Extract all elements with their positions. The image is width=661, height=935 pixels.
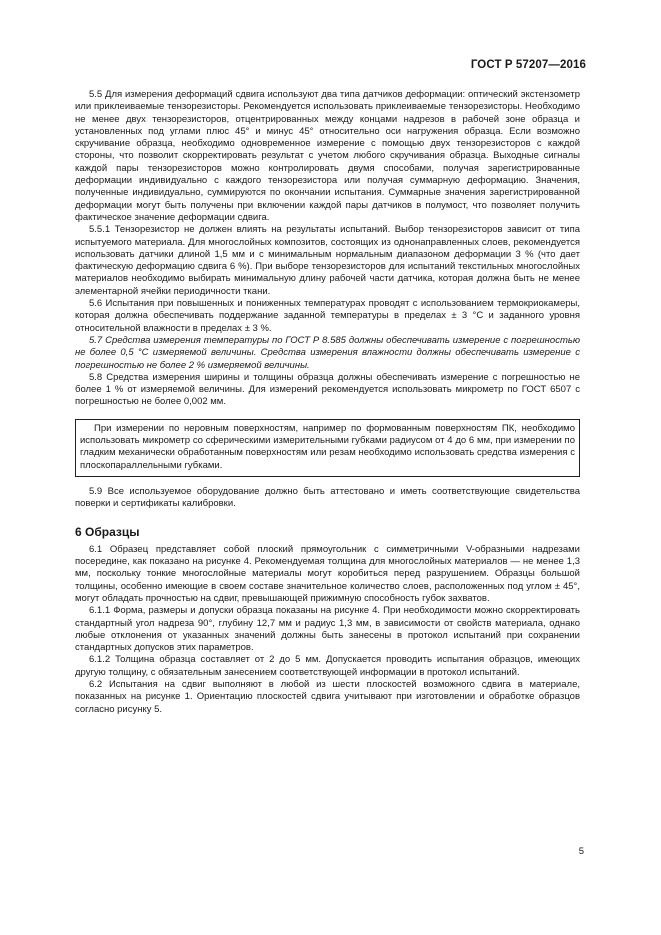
paragraph-5-9: 5.9 Все используемое оборудование должно быть аттестовано и иметь соответствующие свидетельства поверки и сертификаты калибровки.	[75, 485, 580, 510]
paragraph-6-2: 6.2 Испытания на сдвиг выполняют в любой из шести плоскостей возможного сдвига в материале, показанных на рисунке 1. Ориентацию плоскостей сдвига учитывают при изготовлении и обработке образцов согласно рисунку 5.	[75, 679, 580, 715]
paragraph-5-6: 5.6 Испытания при повышенных и пониженных температурах проводят с использованием термокриокамеры, которая должна обеспечивать поддержание заданной температуры в пределах ± 3 °С и заданного уровня относительной влажности в пределах ± 3 %.	[75, 298, 580, 334]
section-title: 6 Образцы	[75, 524, 140, 539]
document-body	[75, 88, 580, 716]
paragraph-5-5: 5.5 Для измерения деформаций сдвига используют два типа датчиков деформации: оптический экстензометр или приклеиваемые тензорезисторы. Рекомендуется использовать приклеиваемые тензорезисторы. Необходимо не менее двух тензорезисторов, отцентрированных между концами надрезов в рабочей зоне образца и установленных под углами плюс 45° и минус 45° относительно оси нагружения образца. Если возможно скручивание образца, необходимо одновременное измерение с помощью двух тензорезисторов с каждой стороны, что позволит скорректировать результат с учетом любого скручивания образца. Выходные сигналы каждой пары тензорезисторов можно контролировать двумя способами, получая зарегистрированные деформации индивидуально с каждого тензорезистора или получая суммарную деформацию. Значения, полученные индивидуально, суммируются по окончании испытания. Суммарные значения зарегистрированной деформации могут быть получены при включении каждой пары датчиков в полумост, что позволяет получить фактическое значение деформации сдвига.	[75, 89, 580, 223]
note-text: При измерении по неровным поверхностям, например по формованным поверхностям ПК, необходимо использовать микрометр со сферическими измерительными губками радиусом от 4 до 6 мм, при измерении по гладким механически обработанным поверхностям или резам необходимо использовать средства измерения с плоскопараллельными губками.	[80, 422, 575, 471]
paragraph-6-1-1: 6.1.1 Форма, размеры и допуски образца показаны на рисунке 4. При необходимости можно скорректировать стандартный угол надреза 90°, глубину 12,7 мм и радиус 1,3 мм, в зависимости от свойств материала, однако любые отклонения от указанных значений должны быть занесены в протокол испытаний при сохранении стандартных допусков этих параметров.	[75, 605, 580, 654]
paragraph-6-1: 6.1 Образец представляет собой плоский прямоугольник с симметричными V-образными надрезами посередине, как показано на рисунке 4. Рекомендуемая толщина для многослойных материалов — не менее 1,3 мм, поскольку тонкие многослойные материалы могут коробиться перед разрушением. Образцы большой толщины, особенно имеющие в своем составе значительное количество слоев, расположенных под углом ± 45°, могут обладать прочностью на сдвиг, превышающей прижимную способность губок захватов.	[75, 543, 580, 604]
document-header: ГОСТ Р 57207—2016	[470, 59, 586, 71]
note-box	[75, 419, 580, 477]
paragraph-6-1-2: 6.1.2 Толщина образца составляет от 2 до 5 мм. Допускается проводить испытания образцов, имеющих другую толщину, с обязательным занесением соответствующей информации в протокол испытаний.	[75, 654, 580, 678]
paragraph-5-7: 5.7 Средства измерения температуры по ГОСТ Р 8.585 должны обеспечивать измерение с погрешностью не более 0,5 °С измеряемой величины. Средства измерения влажности должны обеспечивать измерение с погрешностью не более 2 % измеряемой величины.	[75, 334, 580, 371]
paragraph-5-5-1: 5.5.1 Тензорезистор не должен влиять на результаты испытаний. Выбор тензорезисторов зависит от типа испытуемого материала. Для многослойных композитов, состоящих из однонаправленных слоев, рекомендуется использовать датчики длиной 1,5 мм и с минимальным нормальным диапазоном деформации 3 % (что дает фактическую деформацию сдвига 6 %). При выборе тензорезисторов для испытаний текстильных многослойных материалов необходимо выбирать минимальную длину рабочей части датчика, которая должна быть не менее элементарной ячейки периодичности ткани.	[75, 224, 580, 297]
page-number: 5	[578, 846, 584, 857]
paragraph-5-8: 5.8 Средства измерения ширины и толщины образца должны обеспечивать измерение с погрешностью не более 1 % от измеряемой величины. Для измерений рекомендуется использовать микрометр по ГОСТ 6507 с погрешностью не более 0,002 мм.	[75, 371, 580, 408]
